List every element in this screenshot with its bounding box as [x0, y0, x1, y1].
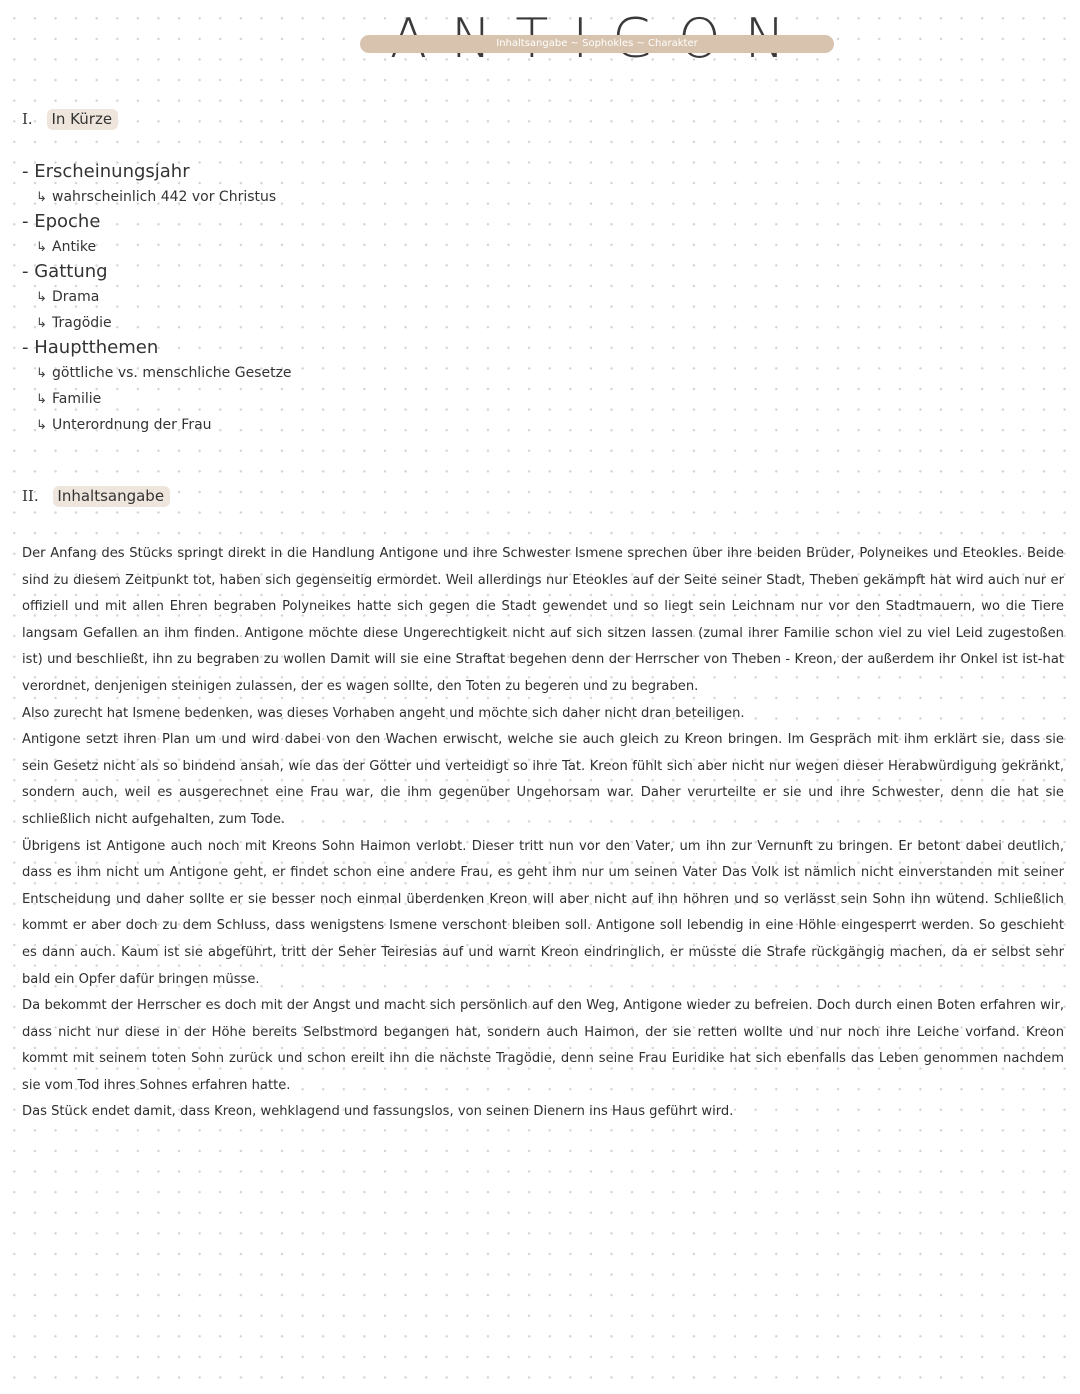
plot-summary [22, 541, 1064, 1126]
fact-label: - Gattung [22, 260, 292, 284]
fact-value: wahrscheinlich 442 vor Christus [52, 189, 277, 205]
list-item-year [22, 160, 292, 210]
fact-value: Unterordnung der Frau [52, 417, 212, 433]
summary-paragraph: Also zurecht hat Ismene bedenken, was dieses Vorhaben angeht und möchte sich daher nicht dran beteiligen. [22, 705, 745, 721]
list-item [36, 234, 292, 260]
fact-sublist [22, 284, 292, 336]
list-item [36, 284, 292, 310]
section-number: I. [22, 110, 33, 128]
facts-list [22, 160, 292, 438]
list-item-genre [22, 260, 292, 336]
fact-value: Tragödie [52, 315, 112, 331]
list-item [36, 412, 292, 438]
fact-sublist [22, 360, 292, 438]
subtitle-band: Inhaltsangabe ~ Sophokles ~ Charakter [360, 35, 834, 53]
list-item [36, 184, 292, 210]
arrow-icon: ↳ [36, 190, 47, 205]
arrow-icon: ↳ [36, 392, 47, 407]
fact-sublist [22, 234, 292, 260]
arrow-icon: ↳ [36, 290, 47, 305]
section-heading-summary [22, 110, 118, 128]
fact-label: - Erscheinungsjahr [22, 160, 292, 184]
fact-value: göttliche vs. menschliche Gesetze [52, 365, 292, 381]
arrow-icon: ↳ [36, 240, 47, 255]
list-item-epoch [22, 210, 292, 260]
arrow-icon: ↳ [36, 316, 47, 331]
section-heading-plot [22, 487, 170, 505]
summary-paragraph: Da bekommt der Herrscher es doch mit der Angst und macht sich persönlich auf den Weg, Antigone wieder zu befreien. Doch durch einen Boten erfahren wir, dass nicht nur diese in der Höhe bereits Selbstmord begangen hat, sondern auch Haimon, der sie retten wollte und nur noch ihre Leiche vorfand. Kreon kommt mit seinem toten Sohn zurück und schon ereilt ihn die nächste Tragödie, denn seine Frau Euridike hat sich ebenfalls das Leben genommen nachdem sie vom Tod ihres Sohnes erfahren hatte. [22, 998, 1064, 1093]
arrow-icon: ↳ [36, 418, 47, 433]
section-number: II. [22, 487, 39, 505]
summary-paragraph: Das Stück endet damit, dass Kreon, wehklagend und fassungslos, von seinen Dienern ins Haus geführt wird. [22, 1104, 734, 1120]
fact-value: Antike [52, 239, 97, 255]
fact-label: - Hauptthemen [22, 336, 292, 360]
summary-paragraph: Der Anfang des Stücks springt direkt in die Handlung Antigone und ihre Schwester Ismene sprechen über ihre beiden Brüder, Polyneikes und Eteokles. Beide sind zu diesem Zeitpunkt tot, haben sich gegenseitig ermordet. Weil allerdings nur Eteokles auf der Seite seiner Stadt, Theben gekämpft hat wird auch nur er offiziell und mit allen Ehren begraben Polyneikes hatte sich gegen die Stadt gewendet und so liegt sein Leichnam nur vor den Stadtmauern, wo die Tiere langsam Gefallen an ihm finden. Antigone möchte diese Ungerechtigkeit nicht auf sich sitzen lassen (zumal ihrer Familie schon viel zu viel Leid zugestoßen ist) und beschließt, ihn zu begraben zu wollen Damit will sie eine Straftat begehen denn der Herrscher von Theben - Kreon, der außerdem ihr Onkel ist ist-hat verordnet, denjenigen steinigen zulassen, der es wagen sollte, den Toten zu begeren und zu begraben. [22, 546, 1064, 694]
fact-label: - Epoche [22, 210, 292, 234]
fact-value: Familie [52, 391, 102, 407]
list-item-themes [22, 336, 292, 438]
fact-sublist [22, 184, 292, 210]
list-item [36, 360, 292, 386]
list-item [36, 310, 292, 336]
list-item [36, 386, 292, 412]
section-title: In Kürze [47, 109, 118, 130]
section-title: Inhaltsangabe [53, 486, 170, 507]
fact-value: Drama [52, 289, 100, 305]
summary-paragraph: Antigone setzt ihren Plan um und wird dabei von den Wachen erwischt, welche sie auch gleich zu Kreon bringen. Im Gespräch mit ihm erklärt sie, dass sie sein Gesetz nicht als so bindend ansah, wie das der Götter und verteidigt so ihre Tat. Kreon fühlt sich aber nicht nur wegen dieser Herabwürdigung gekränkt, sondern auch, weil es ausgerechnet eine Frau war, die ihm gegenüber Ungehorsam war. Daher verurteilte er sie und ihre Schwester, denn die hat sie schließlich nicht aufgehalten, zum Tode. [22, 732, 1064, 827]
arrow-icon: ↳ [36, 366, 47, 381]
summary-paragraph: Übrigens ist Antigone auch noch mit Kreons Sohn Haimon verlobt. Dieser tritt nun vor den Vater, um ihn zur Vernunft zu bringen. Er betont dabei deutlich, dass es ihm nicht um Antigone geht, er findet schon eine andere Frau, es geht ihm nur um seinen Vater Das Volk ist nämlich nicht einverstanden mit seiner Entscheidung und daher sollte er sie besser noch einmal überdenken Kreon will aber nicht auf ihn höhren und so verlässt sein Sohn ihn wütend. Schließlich kommt er aber doch zu dem Schluss, dass wenigstens Ismene verschont bleiben soll. Antigone soll lebendig in eine Höhle eingesperrt werden. So geschieht es dann auch. Kaum ist sie abgeführt, tritt der Seher Teiresias auf und warnt Kreon eindringlich, er müsste die Strafe rückgängig machen, da er selbst sehr bald ein Opfer dafür bringen müsse. [22, 838, 1064, 987]
